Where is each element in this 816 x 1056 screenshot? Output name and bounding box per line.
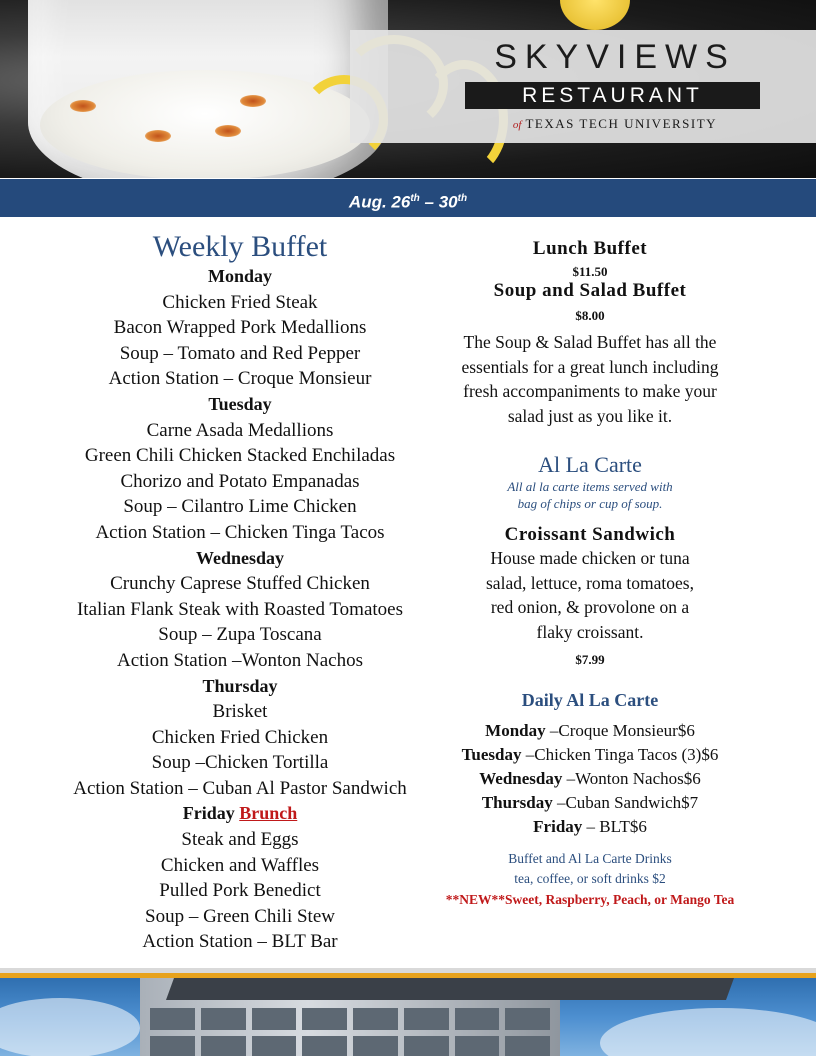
daily-day: Tuesday (461, 745, 522, 764)
menu-item: Chicken Fried Steak (162, 291, 318, 313)
menu-item: Chorizo and Potato Empanadas (120, 470, 360, 492)
brunch-link[interactable]: Brunch (239, 803, 298, 824)
logo-university-name: TEXAS TECH UNIVERSITY (525, 116, 718, 131)
menu-item: Soup – Zupa Toscana (158, 624, 322, 646)
header-photo (0, 0, 816, 178)
al-la-carte-title: Al La Carte (538, 452, 642, 477)
logo-of: of (512, 119, 522, 131)
drinks-list: tea, coffee, or soft drinks $2 (514, 871, 666, 886)
daily-item: –Wonton Nachos$6 (562, 769, 701, 788)
date-banner (0, 179, 816, 217)
weekly-buffet-section (40, 230, 440, 955)
day-heading-wednesday: Wednesday (195, 547, 285, 568)
daily-day: Monday (485, 721, 546, 740)
soup-salad-description: essentials for a great lunch including (461, 356, 719, 377)
date-end: 30 (438, 192, 458, 212)
daily-day: Friday (533, 817, 583, 836)
menu-item: Pulled Pork Benedict (159, 880, 321, 902)
menu-item: Soup – Tomato and Red Pepper (119, 342, 361, 364)
logo-restaurant-bar: RESTAURANT (465, 82, 760, 109)
logo (350, 30, 816, 143)
daily-row-thursday (440, 791, 740, 815)
croissant-description: salad, lettuce, roma tomatoes, (486, 572, 694, 593)
soup-salad-description: The Soup & Salad Buffet has all the (463, 332, 717, 352)
footer-building-photo (0, 978, 816, 1056)
lemon-image (560, 0, 630, 30)
menu-item: Action Station – Cuban Al Pastor Sandwich (73, 777, 407, 799)
menu-item: Crunchy Caprese Stuffed Chicken (110, 573, 370, 595)
soup-salad-description: salad just as you like it. (507, 405, 673, 426)
menu-item: Soup – Green Chili Stew (145, 905, 335, 927)
building-windows (150, 1036, 550, 1056)
menu-item: Action Station – Croque Monsieur (108, 368, 372, 390)
garnish-spot (145, 130, 171, 142)
logo-university (450, 116, 780, 132)
menu-item: Action Station – BLT Bar (142, 931, 338, 953)
lunch-buffet-title: Lunch Buffet (532, 238, 648, 259)
menu-item: Italian Flank Steak with Roasted Tomatoes (76, 598, 403, 620)
daily-row-monday (440, 719, 740, 743)
date-start-suffix: th (410, 193, 420, 204)
croissant-description: House made chicken or tuna (490, 548, 690, 568)
daily-row-tuesday (440, 743, 740, 767)
menu-item: Soup – Cilantro Lime Chicken (123, 496, 357, 518)
al-la-carte-note: bag of chips or cup of soup. (517, 496, 663, 511)
right-column (440, 238, 740, 911)
soup-salad-description: fresh accompaniments to make your (463, 381, 717, 401)
date-end-suffix: th (457, 193, 468, 204)
new-tea-notice: **NEW**Sweet, Raspberry, Peach, or Mango Tea (445, 892, 735, 907)
day-heading-monday: Monday (207, 266, 272, 286)
daily-row-wednesday (440, 767, 740, 791)
menu-item: Chicken Fried Chicken (151, 726, 329, 748)
garnish-spot (70, 100, 96, 112)
menu-item: Action Station –Wonton Nachos (117, 649, 363, 671)
menu-item: Action Station – Chicken Tinga Tacos (95, 521, 385, 543)
croissant-description: flaky croissant. (536, 621, 644, 642)
garnish-spot (215, 125, 241, 137)
daily-day: Thursday (481, 793, 553, 812)
croissant-sandwich-title: Croissant Sandwich (504, 524, 676, 545)
croissant-description: red onion, & provolone on a (490, 597, 690, 617)
daily-item: – BLT$6 (582, 817, 647, 836)
day-name: Friday (182, 803, 235, 824)
soup-salad-title: Soup and Salad Buffet (493, 280, 687, 301)
date-start: Aug. 26 (348, 192, 411, 212)
daily-item: –Croque Monsieur$6 (545, 721, 695, 740)
menu-item: Green Chili Chicken Stacked Enchiladas (84, 445, 396, 467)
daily-row-friday (440, 815, 740, 839)
lunch-buffet-price: $11.50 (572, 264, 608, 279)
menu-item: Bacon Wrapped Pork Medallions (113, 317, 367, 339)
logo-wordmark: SKYVIEWS (494, 38, 736, 76)
soup-salad-price: $8.00 (575, 308, 605, 323)
cloud-image (0, 998, 140, 1056)
drinks-heading: Buffet and Al La Carte Drinks (508, 851, 672, 866)
daily-item: –Cuban Sandwich$7 (552, 793, 699, 812)
menu-item: Steak and Eggs (181, 829, 299, 851)
day-heading-thursday: Thursday (202, 675, 278, 696)
garnish-spot (240, 95, 266, 107)
al-la-carte-note: All al la carte items served with (507, 479, 673, 494)
day-heading-tuesday: Tuesday (208, 393, 272, 414)
daily-item: –Chicken Tinga Tacos (3)$6 (521, 745, 719, 764)
menu-item: Chicken and Waffles (160, 854, 320, 876)
daily-al-la-carte-title: Daily Al La Carte (521, 690, 659, 710)
weekly-buffet-title: Weekly Buffet (152, 230, 328, 263)
croissant-price: $7.99 (575, 652, 605, 667)
building-roof-image (166, 978, 734, 1000)
date-separator: – (419, 192, 439, 212)
menu-item: Soup –Chicken Tortilla (151, 752, 329, 774)
daily-day: Wednesday (479, 769, 563, 788)
building-windows (150, 1008, 550, 1030)
day-heading-friday (40, 801, 440, 827)
menu-item: Carne Asada Medallions (146, 419, 334, 441)
menu-item: Brisket (212, 701, 268, 723)
cloud-image (600, 1008, 816, 1056)
